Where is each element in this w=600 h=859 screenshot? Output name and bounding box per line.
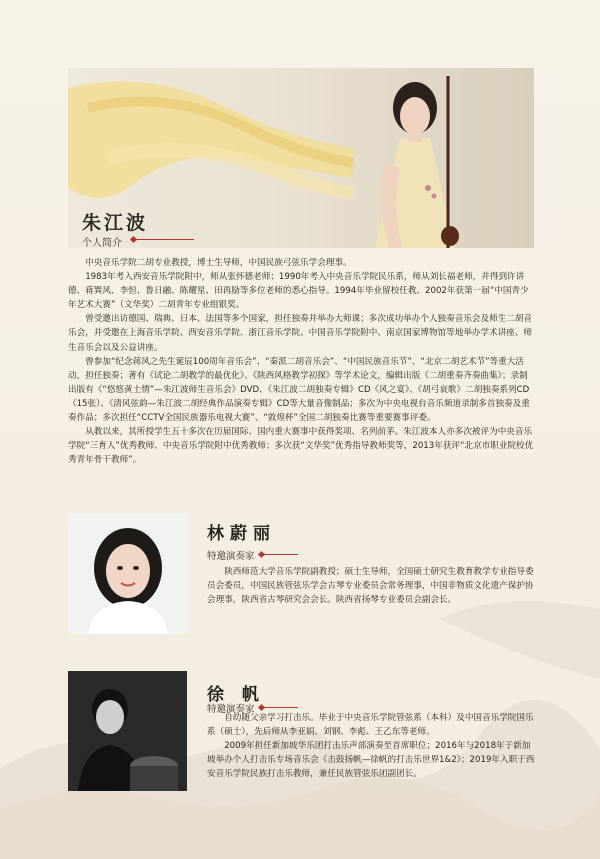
guest-name: 林蔚丽 [207,524,276,544]
guest-photo-lin [68,513,189,634]
bio-paragraph: 1983年考入西安音乐学院附中，师从张怀德老师；1990年考入中央音乐学院民乐系，师从刘长福老师，并得到许讲德、蒋巽风、李恒、鲁日融、陈耀星、田再励等多位老师的悉心指导。1994年毕业留校任教。2002年获第一届“中国青少年艺术大赛”（文华奖）二胡青年专业组银奖。 [68,272,529,311]
hero-bio [68,256,534,467]
bio-paragraph: 陕西师范大学音乐学院副教授；硕士生导师，全国硕士研究生教育教学专业指导委员会委员，中国民族管弦乐学会古琴专业委员会常务理事，中国非物质文化遗产保护协会理事，陕西省古琴研究会会长。陕西省扬琴专业委员会副会长。 [207,567,534,606]
bio-paragraph: 中央音乐学院二胡专业教授，博士生导师，中国民族弓弦乐学会理事。 [85,258,352,268]
accent-rule [134,239,194,240]
bio-paragraph: 自幼随父亲学习打击乐。毕业于中央音乐学院管弦系（本科）及中国音乐学院国乐系（硕士），先后师从李亚娟、刘钢、李彪、王乙东等老师。 [207,713,534,738]
bio-paragraph: 2009年担任新加坡华乐团打击乐声部演奏至首席职位；2016年与2018年于新加坡举办个人打击乐专场音乐会《击鼓扬帆—徐帆的打击乐世界1&2》；2019年入职于西安音乐学院民族打击乐教师，兼任民族管弦乐团副团长。 [207,741,535,780]
hero-subtitle: 个人简介 [82,238,122,248]
guest-photo-xu [68,671,187,791]
hero-portrait [68,68,534,248]
portrait-figure [68,513,189,634]
portrait-figure [68,671,187,791]
bio-paragraph: 曾参加“纪念蒋风之先生诞辰100周年音乐会”、“秦派二胡音乐会”、“中国民族音乐节”、“北京二胡艺术节”等重大活动，担任独奏；著有《试论二胡教学的最优化》、《陕西风格教学初探》等学术论文，编辑出版《二胡重奏齐奏曲集》；录制出版有《“悠悠黄土情”—朱江波师生音乐会》DVD、《朱江波二胡独奏专辑》CD《风之宴》、《胡弓哀歌》二胡独奏系列CD（15张）、《清风弦韵—朱江波二胡经典作品演奏专辑》CD等大量音像制品；多次为中央电视台音乐频道录制多首独奏及重奏作品；多次担任“CCTV全国民族器乐电视大赛”、“敦煌杯”全国二胡独奏比赛等重要赛事评委。 [68,356,530,424]
guest-role: 特邀演奏家 [207,551,255,562]
guest-bio [207,565,535,607]
accent-rule [262,554,298,555]
bio-paragraph: 曾受邀出访德国、瑞典、日本、法国等多个国家，担任独奏并举办大师课；多次成功举办个人独奏音乐会及师生二胡音乐会，并受邀在上海音乐学院、西安音乐学院、浙江音乐学院、中国音乐学院附中、南京国家博物馆等地举办学术讲座、师生音乐会以及公益讲座。 [68,314,533,353]
accent-rule [262,707,298,708]
guest-name: 徐 帆 [207,685,265,705]
bio-paragraph: 从教以来，其所授学生五十多次在历届国际、国内重大赛事中获得奖项、名列前茅。朱江波本人亦多次被评为中央音乐学院“三育人”优秀教师、中央音乐学院附中优秀教师；多次获“文华奖”优秀指导教师奖等，2013年获评“北京市职业院校优秀青年骨干教师”。 [68,427,534,466]
performer-figure [330,68,510,248]
guest-role: 特邀演奏家 [207,704,255,715]
guest-bio [207,711,535,781]
hero-name: 朱江波 [82,212,149,234]
